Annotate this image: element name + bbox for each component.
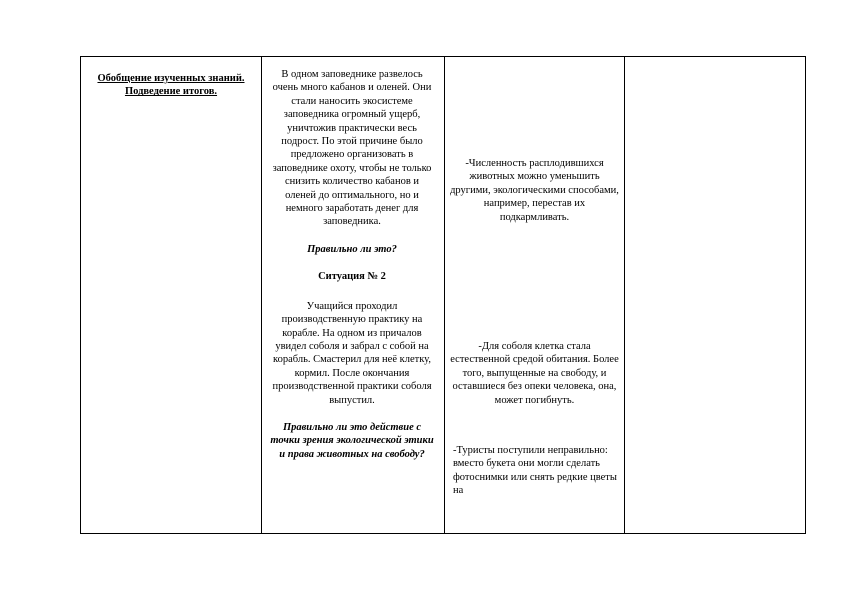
answer-1: -Численность расплодившихся животных можно уменьшить другими, экологическими способами, например, перестав их подкармливать. [450, 158, 619, 223]
situation-1-text: В одном заповеднике развелось очень много кабанов и оленей. Они стали наносить экосистеме заповедника огромный ущерб, уничтожив практически весь подрост. По этой причине было предложено организовать в заповеднике охоту, чтобы не только снизить количество кабанов и оленей до оптимального, но и немного заработать денег для заповедника. [272, 69, 432, 228]
situation-1-question: Правильно ли это? [307, 243, 397, 255]
table-row [81, 57, 806, 534]
stage-cell [81, 57, 262, 534]
situation-2-question: Правильно ли это действие с точки зрения экологической этики и права животных на свободу? [270, 421, 434, 460]
answers-cell [445, 57, 625, 534]
lesson-plan-table [80, 56, 806, 534]
empty-cell [625, 57, 806, 534]
answer-3: -Туристы поступили неправильно: вместо букета они могли сделать фотоснимки или снять редкие цветы на [453, 445, 617, 497]
situations-cell [262, 57, 445, 534]
situation-2-text: Учащийся проходил производственную практику на корабле. На одном из причалов увидел соболя и забрал с собой на корабль. Смастерил для неё клетку, кормил. После окончания производственной практики соболя выпустил. [272, 300, 432, 406]
situation-2-heading: Ситуация № 2 [318, 271, 386, 283]
stage-title: Обобщение изученных знаний. Подведение итогов. [97, 73, 245, 98]
answer-2: -Для соболя клетка стала естественной средой обитания. Более того, выпущенные на свободу, и оставшиеся без опеки человека, она, может погибнуть. [450, 341, 619, 406]
